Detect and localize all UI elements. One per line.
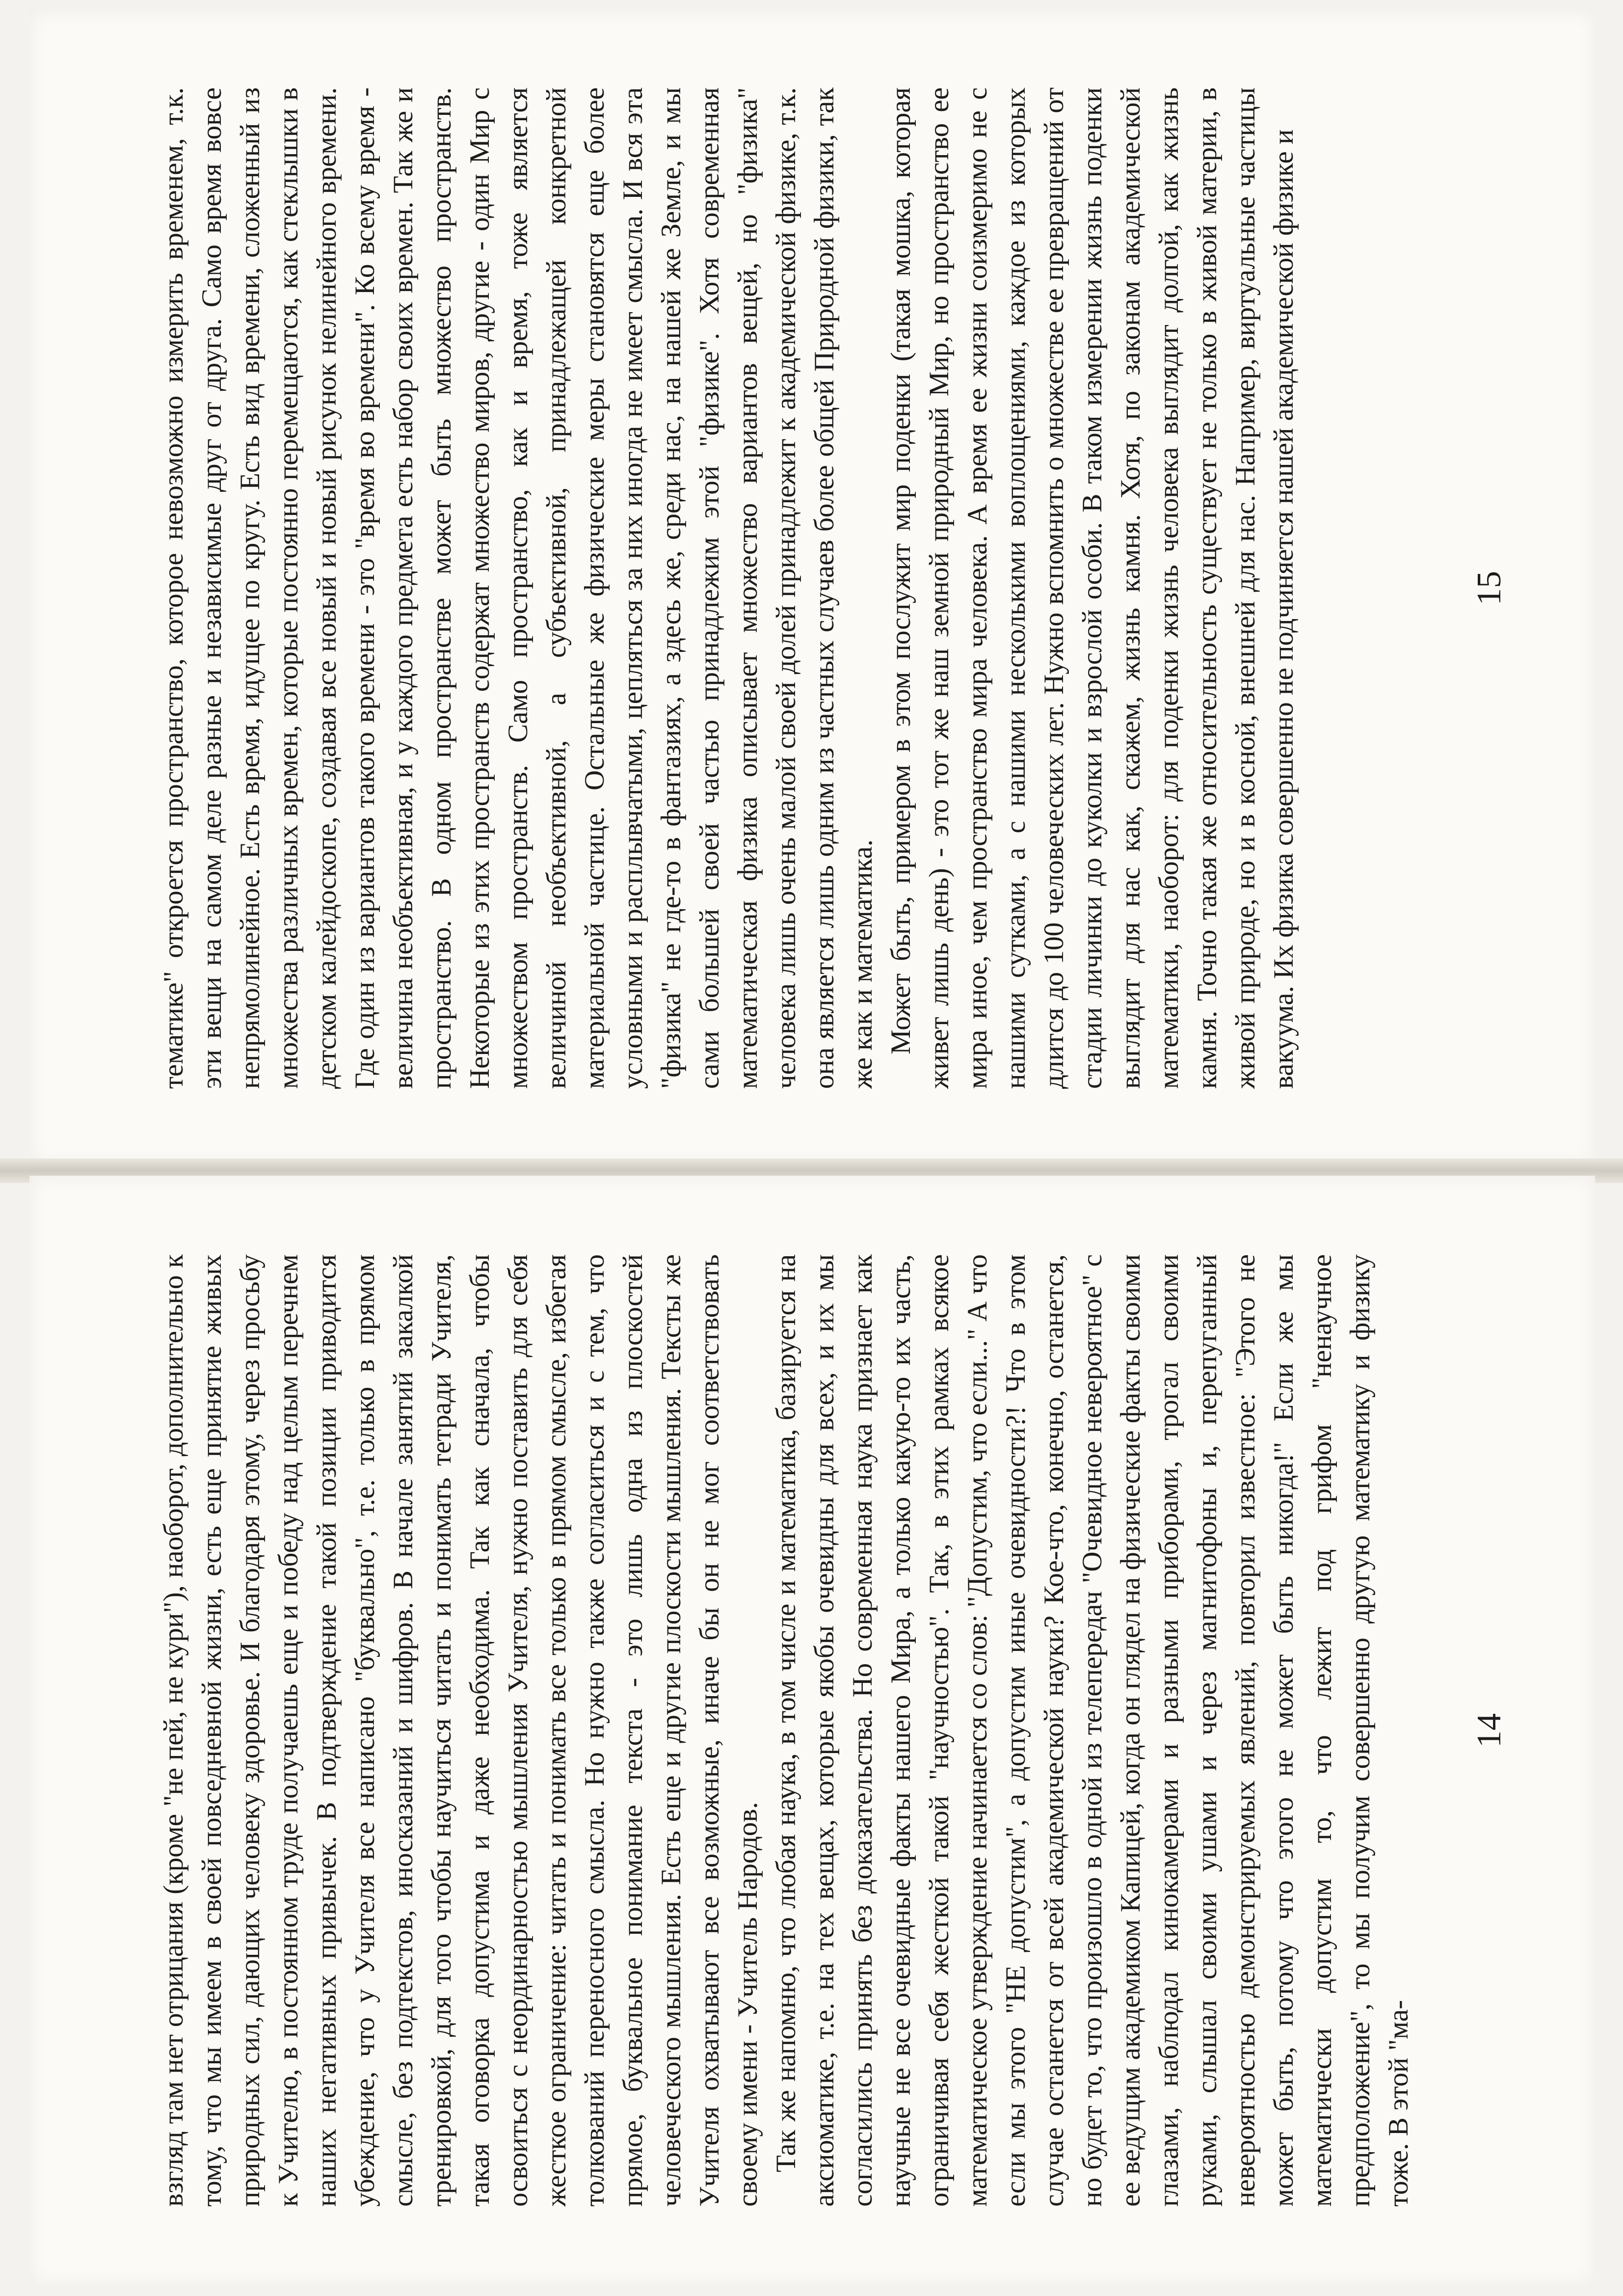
page-15-text	[155, 87, 1416, 1089]
page-14-frame	[81, 1200, 1543, 2261]
page-14-paragraph-2: Так же напомню, что любая наука, в том числе и математика, базируется на аксиоматике, т.е. на тех вещах, которые якобы очевидны для всех, и их мы согласились принять без доказательства. Но современная наука признает как научные не все очевидные факты нашего Мира, а только какую-то их часть, ограничивая себя жесткой такой "научностью". Так, в этих рамках всякое математическое утверждение начинается со слов: "Допустим, что если..." А что если мы этого "НЕ допустим", а допустим иные очевидности?! Что в этом случае останется от всей академической науки? Кое-что, конечно, останется, но будет то, что произошло в одной из телепередач "Очевидное невероятное" с ее ведущим академиком Капицей, когда он глядел на физические факты своими глазами, наблюдал кинокамерами и разными приборами, трогал своими руками, слышал своими ушами и через магнитофоны и, перепуганный невероятностью демонстрируемых явлений, повторил известное: "Этого не может быть, потому что этого не может быть никогда!" Если же мы математически допустим то, что лежит под грифом "ненаучное предположение", то мы получим совершенно другую математику и физику тоже. В этой "ма-	[771, 1254, 1414, 2207]
page-15-paragraph-1: тематике" откроется пространство, которое невозможно измерить временем, т.к. эти вещи на самом деле разные и независимые друг от друга. Само время вовсе непрямолинейное. Есть время, идущее по кругу. Есть вид времени, сложенный из множества различных времен, которые постоянно перемещаются, как стеклышки в детском калейдоскопе, создавая все новый и новый рисунок нелинейного времени. Где один из вариантов такого времени - это "время во времени". Ко всему время - величина необъективная, и у каждого предмета есть набор своих времен. Так же и пространство. В одном пространстве может быть множество пространств. Некоторые из этих пространств содержат множество миров, другие - один Мир с множеством пространств. Само пространство, как и время, тоже является величиной необъективной, а субъективной, принадлежащей конкретной материальной частице. Остальные же физические меры становятся еще более условными и расплывчатыми, цепляться за них иногда не имеет смысла. И вся эта "физика" не где-то в фантазиях, а здесь же, среди нас, на нашей же Земле, и мы сами большей своей частью принадлежим этой "физике". Хотя современная математическая физика описывает множество вариантов вещей, но "физика" человека лишь очень малой своей долей принадлежит к академической физике, т.к. она является лишь одним из частных случаев более общей Природной физики, так же как и математика.	[158, 87, 878, 1089]
page-15-frame	[81, 33, 1543, 1143]
page-number-14: 14	[1470, 1713, 1508, 1748]
page-14-text	[155, 1254, 1416, 2207]
page-15-paragraph-2: Может быть, примером в этом послужит мир поденки (такая мошка, которая живет лишь день) - это тот же наш земной природный Мир, но пространство ее мира иное, чем пространство мира человека. А время ее жизни соизмеримо не с нашими сутками, а с нашими несколькими воплощениями, каждое из которых длится до 100 человеческих лет. Нужно вспомнить о множестве ее превращений от стадии личинки до куколки и взрослой особи. В таком измерении жизнь поденки выглядит для нас как, скажем, жизнь камня. Хотя, по законам академической математики, наоборот: для поденки жизнь человека выглядит долгой, как жизнь камня. Точно такая же относительность существует не только в живой материи, в живой природе, но и в косной, внешней для нас. Например, виртуальные частицы вакуума. Их физика совершенно не подчиняется нашей академической физике и	[885, 87, 1299, 1089]
page-14-paragraph-1: взгляд там нет отрицания (кроме "не пей, не кури"), наоборот, дополнительно к тому, что мы имеем в своей повседневной жизни, есть еще принятие живых природных сил, дающих человеку здоровье. И благодаря этому, через просьбу к Учителю, в постоянном труде получаешь еще и победу над целым перечнем наших негативных привычек. В подтверждение такой позиции приводится убеждение, что у Учителя все написано "буквально", т.е. только в прямом смысле, без подтекстов, иносказаний и шифров. В начале занятий закалкой тренировкой, для того чтобы научиться читать и понимать тетради Учителя, такая оговорка допустима и даже необходима. Так как сначала, чтобы освоиться с неординарностью мышления Учителя, нужно поставить для себя жесткое ограничение: читать и понимать все только в прямом смысле, избегая толкований переносного смысла. Но нужно также согласиться и с тем, что прямое, буквальное понимание текста - это лишь одна из плоскостей человеческого мышления. Есть еще и другие плоскости мышления. Тексты же Учителя охватывают все возможные, иначе бы он не мог соответствовать своему имени - Учитель Народов.	[158, 1254, 763, 2207]
page-number-15: 15	[1470, 570, 1508, 605]
page-14	[29, 1176, 1595, 2285]
page-15	[29, 10, 1595, 1166]
